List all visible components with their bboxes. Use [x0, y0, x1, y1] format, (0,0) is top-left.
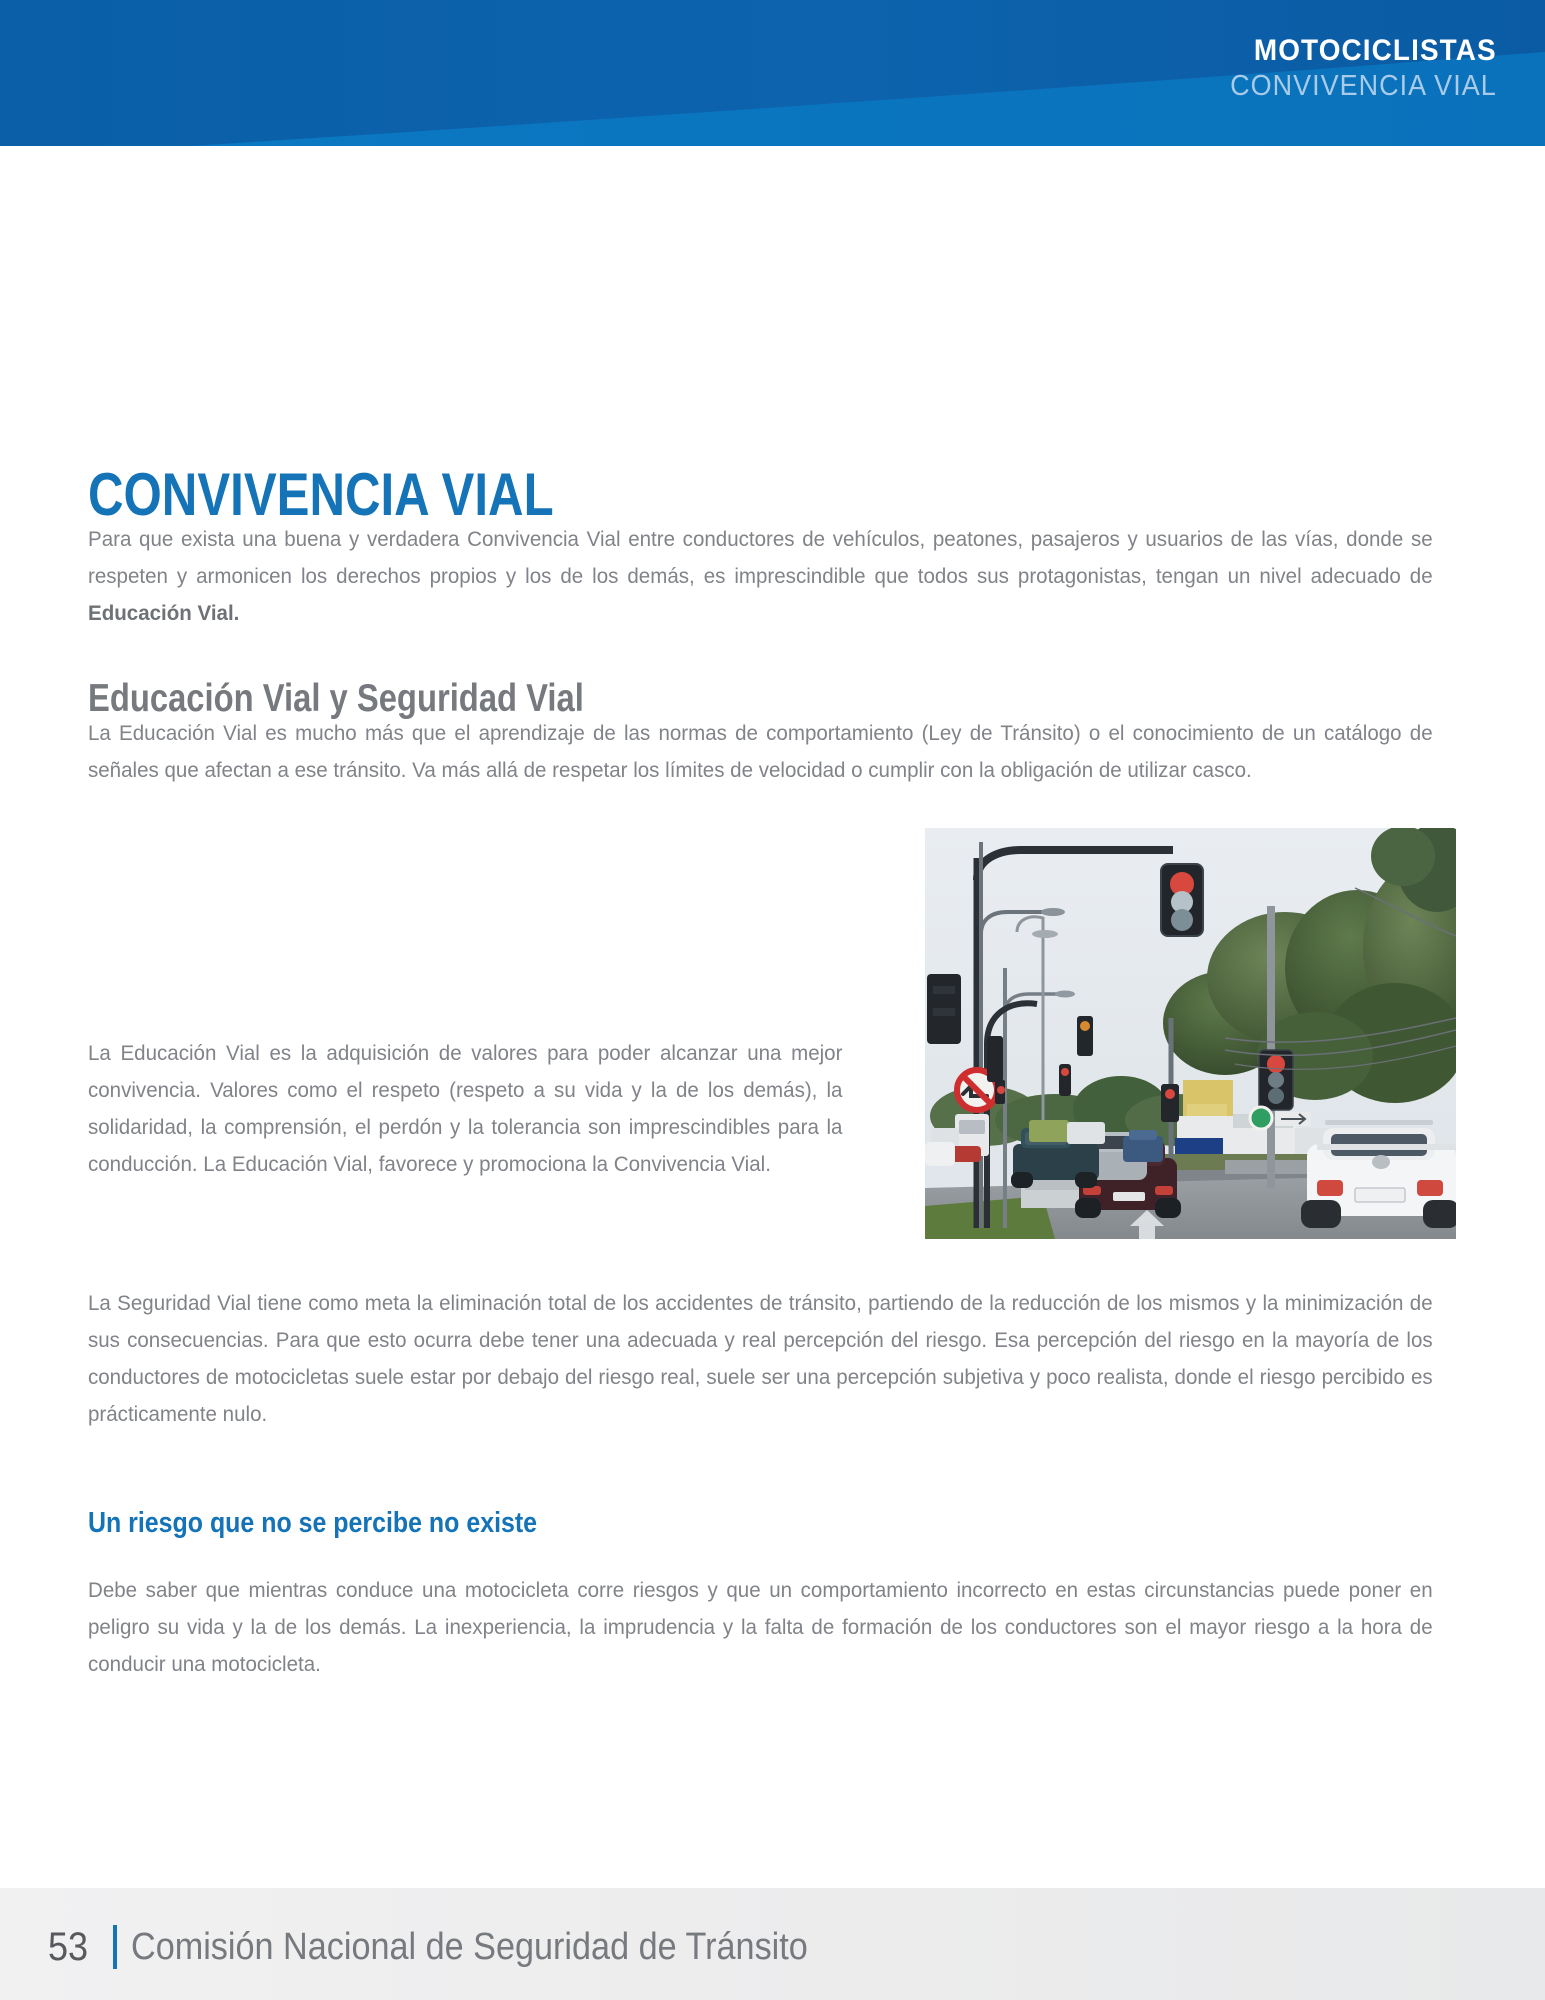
photo-illustration	[925, 828, 1456, 1239]
street-intersection-photo	[925, 828, 1456, 1239]
header-title-main: MOTOCICLISTAS	[1254, 34, 1497, 67]
heading-riesgo: Un riesgo que no se percibe no existe	[88, 1507, 538, 1539]
paragraph-educacion-vial	[88, 715, 1496, 789]
paragraph-seguridad-vial-text: La Seguridad Vial tiene como meta la eliminación total de los accidentes de tránsito, partiendo de la reducción de los mismos y la minimización de sus consecuencias. Para que esto ocurra debe tener una adecuada y real percepción del riesgo. Esa percepción del riesgo en la mayoría de los conductores de motocicletas suele estar por debajo del riesgo real, suele ser una percepción subjetiva y poco realista, donde el riesgo percibido es prácticamente nulo.	[88, 1291, 1433, 1426]
paragraph-intro	[88, 521, 1496, 632]
header-title-sub: CONVIVENCIA VIAL	[1230, 70, 1497, 102]
page-header	[0, 0, 1545, 146]
paragraph-riesgo-text: Debe saber que mientras conduce una motocicleta corre riesgos y que un comportamiento incorrecto en estas circunstancias puede poner en peligro su vida y la de los demás. La inexperiencia, la imprudencia y la falta de formación de los conductores son el mayor riesgo a la hora de conducir una motocicleta.	[88, 1578, 1433, 1676]
page-number: 53	[48, 1924, 89, 1969]
paragraph-valores	[88, 1035, 878, 1183]
vehicle-suv-white	[1301, 1120, 1456, 1228]
page-footer	[0, 1888, 1545, 2000]
footer-divider	[113, 1925, 117, 1969]
page-title: CONVIVENCIA VIAL	[88, 461, 554, 529]
header-title-block	[1210, 36, 1497, 101]
paragraph-intro-bold: Educación Vial.	[88, 601, 240, 625]
paragraph-intro-text: Para que exista una buena y verdadera Convivencia Vial entre conductores de vehículos, peatones, pasajeros y usuarios de las vías, donde se respeten y armonicen los derechos propios y los de los demás, es imprescindible que todos sus protagonistas, tengan un nivel adecuado de	[88, 527, 1433, 588]
paragraph-riesgo	[88, 1572, 1496, 1683]
footer-content	[48, 1925, 882, 1970]
heading-educacion-seguridad: Educación Vial y Seguridad Vial	[88, 677, 584, 721]
paragraph-valores-text: La Educación Vial es la adquisición de valores para poder alcanzar una mejor convivencia. Valores como el respeto (respeto a su vida y la de los demás), la solidaridad, la comprensión, el perdón y la tolerancia son imprescindibles para la conducción. La Educación Vial, favorece y promociona la Convivencia Vial.	[88, 1041, 843, 1176]
footer-organization: Comisión Nacional de Seguridad de Tránsito	[130, 1925, 808, 1968]
paragraph-educacion-vial-text: La Educación Vial es mucho más que el aprendizaje de las normas de comportamiento (Ley de Tránsito) o el conocimiento de un catálogo de señales que afectan a ese tránsito. Va más allá de respetar los límites de velocidad o cumplir con la obligación de utilizar casco.	[88, 721, 1433, 782]
paragraph-seguridad-vial	[88, 1285, 1496, 1433]
